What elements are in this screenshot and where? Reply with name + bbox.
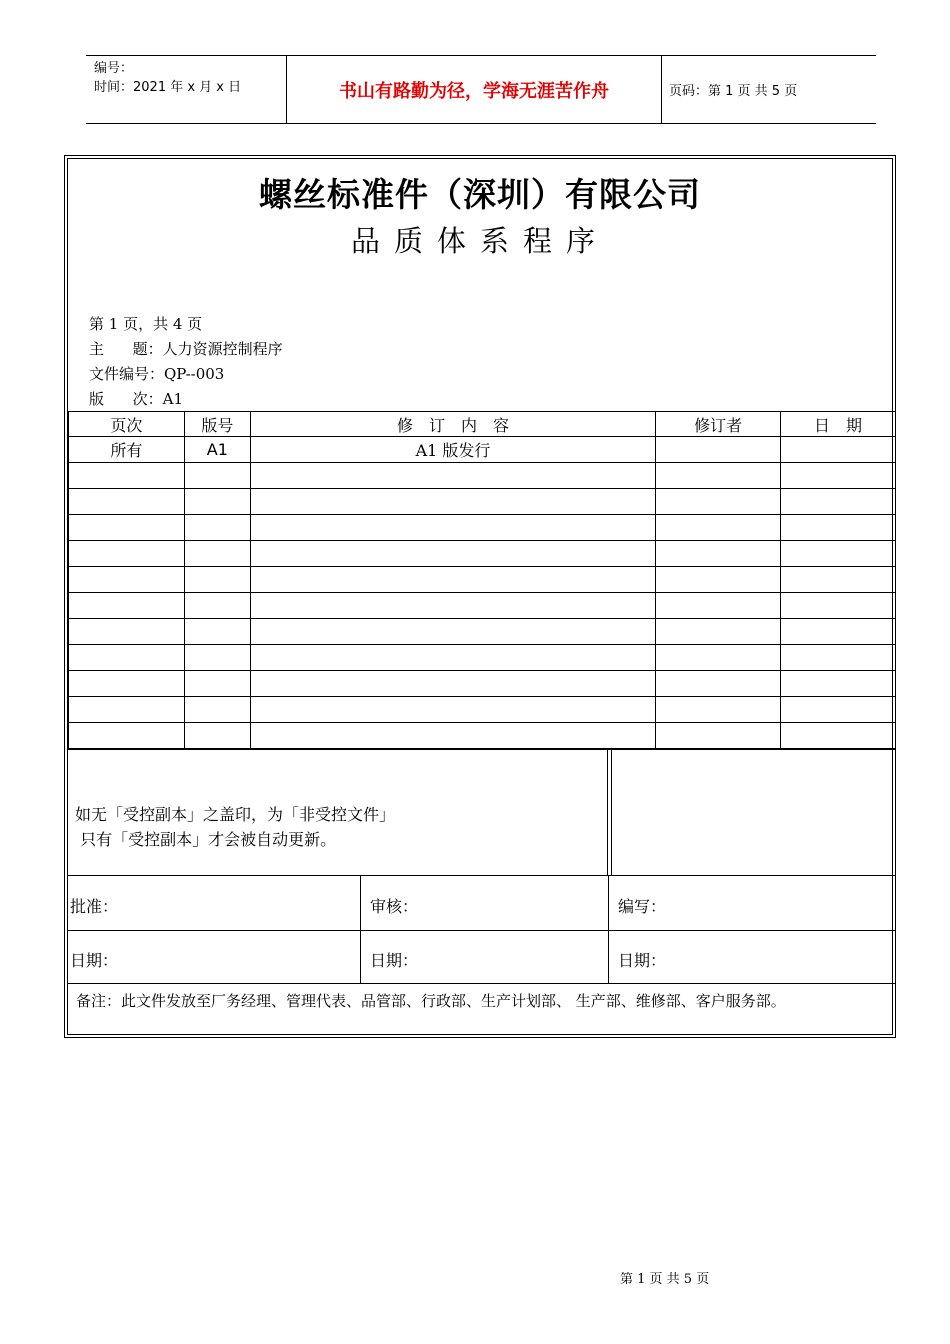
meta-file-no: 文件编号：QP--003 bbox=[89, 365, 225, 383]
col-header-page: 页次 bbox=[69, 412, 185, 437]
table-row bbox=[69, 567, 896, 593]
col-header-reviser: 修订者 bbox=[656, 412, 781, 437]
header-page-info: 页码：第 1 页 共 5 页 bbox=[669, 84, 798, 99]
document-frame bbox=[64, 155, 896, 1038]
table-row bbox=[69, 515, 896, 541]
table-row bbox=[69, 671, 896, 697]
signature-divider bbox=[360, 876, 361, 984]
approve-date-label: 日期： bbox=[70, 951, 119, 970]
control-note-text bbox=[75, 802, 395, 852]
col-header-version: 版号 bbox=[184, 412, 250, 437]
signature-section bbox=[68, 875, 896, 984]
cell-page: 所有 bbox=[69, 437, 185, 463]
revision-table bbox=[68, 411, 896, 749]
number-label: 编号： bbox=[94, 61, 134, 76]
cell-reviser bbox=[656, 437, 781, 463]
note-divider bbox=[611, 750, 612, 876]
table-row bbox=[69, 437, 896, 463]
table-header-row bbox=[69, 412, 896, 437]
review-label: 审核： bbox=[370, 897, 419, 916]
document-subtitle: 品质体系程序 bbox=[350, 224, 609, 258]
remark-text: 备注：此文件发放至厂务经理、管理代表、品管部、行政部、生产计划部、 生产部、维修部、客户服务部。 bbox=[76, 992, 786, 1010]
table-row bbox=[69, 697, 896, 723]
meta-subject: 主 题：人力资源控制程序 bbox=[89, 340, 283, 358]
signature-divider bbox=[68, 930, 896, 931]
remark-section bbox=[68, 983, 896, 1039]
table-row bbox=[69, 541, 896, 567]
header-motto: 书山有路勤为径，学海无涯苦作舟 bbox=[286, 56, 662, 123]
note-divider bbox=[607, 750, 608, 876]
document-meta bbox=[89, 312, 283, 412]
col-header-content: 修 订 内 容 bbox=[250, 412, 655, 437]
table-row bbox=[69, 723, 896, 749]
write-date-label: 日期： bbox=[618, 951, 667, 970]
header-info bbox=[94, 59, 284, 97]
col-header-date: 日 期 bbox=[781, 412, 896, 437]
table-row bbox=[69, 489, 896, 515]
table-row bbox=[69, 463, 896, 489]
page-header bbox=[86, 55, 876, 124]
cell-content: A1 版发行 bbox=[250, 437, 655, 463]
cell-date bbox=[781, 437, 896, 463]
control-note bbox=[68, 749, 896, 876]
meta-page: 第 1 页，共 4 页 bbox=[89, 315, 203, 333]
signature-divider bbox=[608, 876, 609, 984]
time-label: 时间：2021 年 x 月 x 日 bbox=[94, 80, 242, 95]
page-footer: 第 1 页 共 5 页 bbox=[620, 1272, 710, 1287]
table-row bbox=[69, 593, 896, 619]
table-row bbox=[69, 645, 896, 671]
meta-version: 版 次：A1 bbox=[89, 390, 183, 408]
note-line-2: 只有「受控副本」才会被自动更新。 bbox=[75, 830, 337, 849]
company-name: 螺丝标准件（深圳）有限公司 bbox=[259, 175, 701, 214]
note-line-1: 如无「受控副本」之盖印，为「非受控文件」 bbox=[75, 805, 396, 824]
write-label: 编写： bbox=[618, 897, 667, 916]
table-row bbox=[69, 619, 896, 645]
document-inner-frame bbox=[67, 158, 893, 1035]
review-date-label: 日期： bbox=[370, 951, 419, 970]
cell-version: A1 bbox=[184, 437, 250, 463]
approve-label: 批准： bbox=[70, 897, 119, 916]
